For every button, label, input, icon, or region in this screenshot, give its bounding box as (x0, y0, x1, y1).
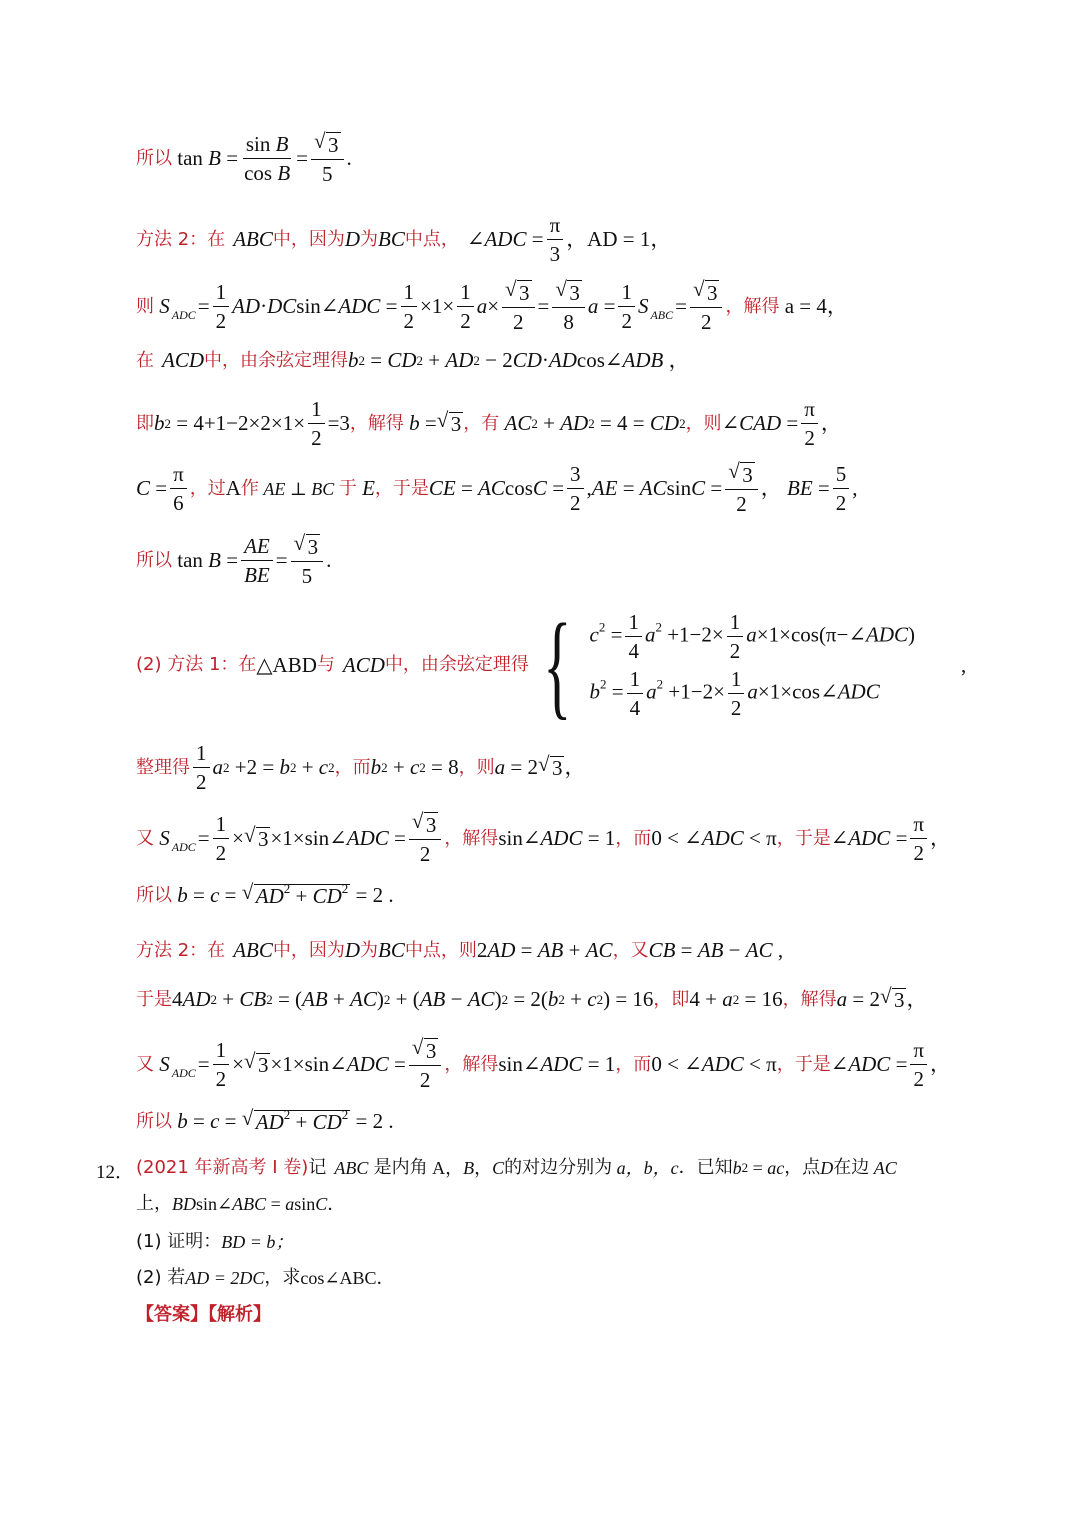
question-12-stem-cont: 上， BD sin ∠ABC = a sin C ． (136, 1193, 346, 1214)
point-name: A (225, 476, 241, 501)
text-segment: ，于是 (776, 827, 831, 849)
solution-line-15: 所以 b = c = √ $AD^2 + CD^2$ = 2 . (136, 1110, 394, 1133)
question-source: (2021 年新高考 I 卷) (136, 1156, 309, 1178)
text-segment: 中，因为 (272, 939, 345, 961)
solution-line-6: C = $\frac{\pi}{6}$ ，过 A 作 AE ⊥ BC 于 E ，于是 CE = AC cos C = $\frac{3}{2}$ , AE = AC sin C = √ $\frac{3}{2}$ ， BE = $\frac{5}{2}$ , (136, 462, 858, 515)
text-segment: ，求 (264, 1267, 301, 1288)
text-segment: 于 (338, 477, 357, 499)
triangle-name: ACD (162, 348, 204, 372)
text-segment: ，过 (189, 477, 226, 499)
line-label: 又 (136, 1053, 154, 1075)
text-segment: 中，由余弦定理得 (384, 654, 529, 675)
text-segment: ，解得 (725, 295, 780, 317)
method-label: (2) 方法 1：在 (136, 654, 257, 675)
triangle-name: ABC (334, 1157, 369, 1178)
point-name: D (344, 227, 361, 252)
text-segment: ，而 (334, 756, 371, 778)
question-12-part-2 (136, 1269, 394, 1287)
text-segment: ，解得 (444, 1053, 499, 1075)
method-label: 方法 2：在 (136, 939, 226, 961)
solution-line-13: 于是 4 AD 2 + CB 2 = ( AB + AC ) 2 + ( AB − AC ) 2 = 2( b 2 + c 2 ) = 16 ，即 4 + a 2 = 16 ，解得 a = 2 √ 3 ， (136, 988, 927, 1011)
text-segment: ，于是 (776, 1053, 831, 1075)
triangle-name: ABC (233, 938, 273, 962)
question-12-stem: (2021 年新高考 I 卷) 记 ABC 是内角 A， B ， C 的对边分别为 a，b，c ．已知 b 2 = ac ，点 D 在边 AC (136, 1156, 897, 1178)
text-segment: ，解得 (444, 827, 499, 849)
text-segment: 中点，则 (404, 939, 477, 961)
text-segment: ，于是 (374, 477, 429, 499)
text-segment: ，即 (653, 988, 690, 1010)
text-segment: ，而 (615, 1053, 652, 1075)
solution-line-11: 所以 b = c = √ $AD^2 + CD^2$ = 2 . (136, 884, 394, 907)
text-segment: ，点 (784, 1156, 821, 1178)
line-label: 所以 (136, 884, 172, 906)
answer-tag (136, 1306, 271, 1324)
solution-line-9: 整理得 $\frac{1}{2}$ a 2 +2 = b 2 + c 2 ，而 b 2 + c 2 = 8 ，则 a = 2 √ 3 ， (136, 742, 585, 793)
text-segment: ，而 (615, 827, 652, 849)
line-label: 即 (136, 412, 154, 434)
part-math: AD = 2DC (185, 1268, 265, 1288)
triangle-name: ACD (342, 652, 385, 677)
question-number: 12． (96, 1162, 135, 1183)
triangle-name: △ABD (256, 652, 317, 677)
part-label: (2) 若 (136, 1267, 186, 1288)
triangle-name: ABC (233, 227, 273, 252)
text-segment: ．已知 (678, 1156, 733, 1178)
text-segment: ，解得 (349, 412, 404, 434)
left-brace: { (543, 599, 572, 730)
solution-line-1: 所以 tan B = $\frac{\text{sin B}}{\text{cos B}}$ = √ $\frac{3}{5}$ . (136, 132, 352, 185)
text-segment: 是内角 (373, 1156, 428, 1178)
text-segment: 在 (136, 349, 154, 371)
text-segment: 记 (308, 1156, 327, 1178)
line-label: 所以 (136, 549, 172, 571)
line-label: 整理得 (136, 756, 190, 778)
result-value: a = 4， (784, 294, 848, 319)
text-segment: 的对边分别为 (504, 1156, 613, 1178)
solution-line-4: 在 ACD 中，由余弦定理得 b 2 = CD 2 + AD 2 − 2 CD · AD cos ∠ADB ， (136, 348, 690, 372)
part-label: (1) 证明： (136, 1231, 222, 1252)
part-2-method-1: (2) 方法 1：在 △ABD 与 ACD 中，由余弦定理得 { $c^2$ = $\frac{1}{4}$ $a^2 +1-2\times$ $\frac{1}{2}$ a×1×cos(π−∠ADC) $b^2$ = $\frac{1}{4}$ $a^2 +1-2\times$ $\frac{1}{2}$ a×1×cos∠ADC , (136, 599, 967, 730)
text-segment: 为 (360, 228, 379, 250)
text-segment: 上， (136, 1193, 172, 1214)
solution-line-5: 即 b 2 = 4+1−2×2×1× $\frac{1}{2}$ =3 ，解得 b = √ 3 ，有 AC 2 + AD 2 = 4 = CD 2 ，则 ∠CAD = $\frac{\pi}{2}$ ， (136, 398, 842, 449)
text-segment: 作 (240, 477, 259, 499)
answer-label: 【答案】【解析】 (136, 1304, 271, 1325)
line-label: 则 (136, 295, 154, 317)
text-segment: ，又 (612, 939, 649, 961)
text-segment: 与 (316, 654, 335, 675)
method-2-header: 方法 2：在 ABC 中，因为 D 为 BC 中点， ∠ADC = $\frac{\pi}{3}$ ，AD = 1， (136, 213, 672, 267)
equation-system: $c^2$ = $\frac{1}{4}$ $a^2 +1-2\times$ $\frac{1}{2}$ a×1×cos(π−∠ADC) $b^2$ = $\frac{1}{4}$ $a^2 +1-2\times$ $\frac{1}{2}$ a×1×cos∠ADC (589, 609, 915, 721)
text-segment: 为 (360, 939, 379, 961)
part-math: cos∠ABC． (300, 1268, 395, 1288)
part-math: BD = b； (221, 1232, 294, 1252)
solution-line-3: 则 S ADC = $\frac{1}{2}$ AD · DC sin ∠ADC = $\frac{1}{2}$ ×1× $\frac{1}{2}$ a × √ $\frac{3}{2}$ = √ $\frac{3}{8}$ a = $\frac{1}{2}$ S ABC = √ $\frac{3}{2}$ ，解得 a = 4， (136, 280, 848, 333)
text-segment: ，则 (685, 412, 722, 434)
question-12-part-1 (136, 1233, 293, 1251)
text-segment: 中点， (404, 228, 459, 250)
text-segment: 中，由余弦定理得 (204, 349, 348, 371)
text-segment: 中，因为 (272, 228, 345, 250)
text-segment: ，有 (463, 412, 500, 434)
line-label: 于是 (136, 988, 172, 1010)
solution-line-7: 所以 tan B = $\frac{AE}{BE}$ = √ $\frac{3}{5}$ . (136, 534, 331, 587)
line-label: 又 (136, 827, 154, 849)
text-segment: ，AD = 1， (566, 227, 672, 252)
method-label: 方法 2：在 (136, 228, 226, 250)
text-segment: ，则 (458, 756, 495, 778)
text-segment: ，解得 (782, 988, 837, 1010)
method-2-part-2-header: 方法 2：在 ABC 中，因为 D 为 BC 中点，则 2 AD = AB + AC ，又 CB = AB − AC , (136, 938, 784, 962)
solution-line-14: 又 S ADC = $\frac{1}{2}$ × √ 3 ×1× sin ∠ADC = √ $\frac{3}{2}$ ，解得 sin ∠ADC = 1 ，而 0 < ∠ADC < π ，于是 ∠ADC = $\frac{\pi}{2}$ ， (136, 1038, 951, 1091)
line-label: 所以 (136, 1110, 172, 1132)
segment-name: BC (378, 227, 405, 252)
line-label: 所以 (136, 147, 172, 169)
text-segment: 在边 (833, 1156, 870, 1178)
solution-line-10: 又 S ADC = $\frac{1}{2}$ × √ 3 ×1× sin ∠ADC = √ $\frac{3}{2}$ ，解得 sin ∠ADC = 1 ，而 0 < ∠ADC < π ，于是 ∠ADC = $\frac{\pi}{2}$ ， (136, 812, 951, 865)
